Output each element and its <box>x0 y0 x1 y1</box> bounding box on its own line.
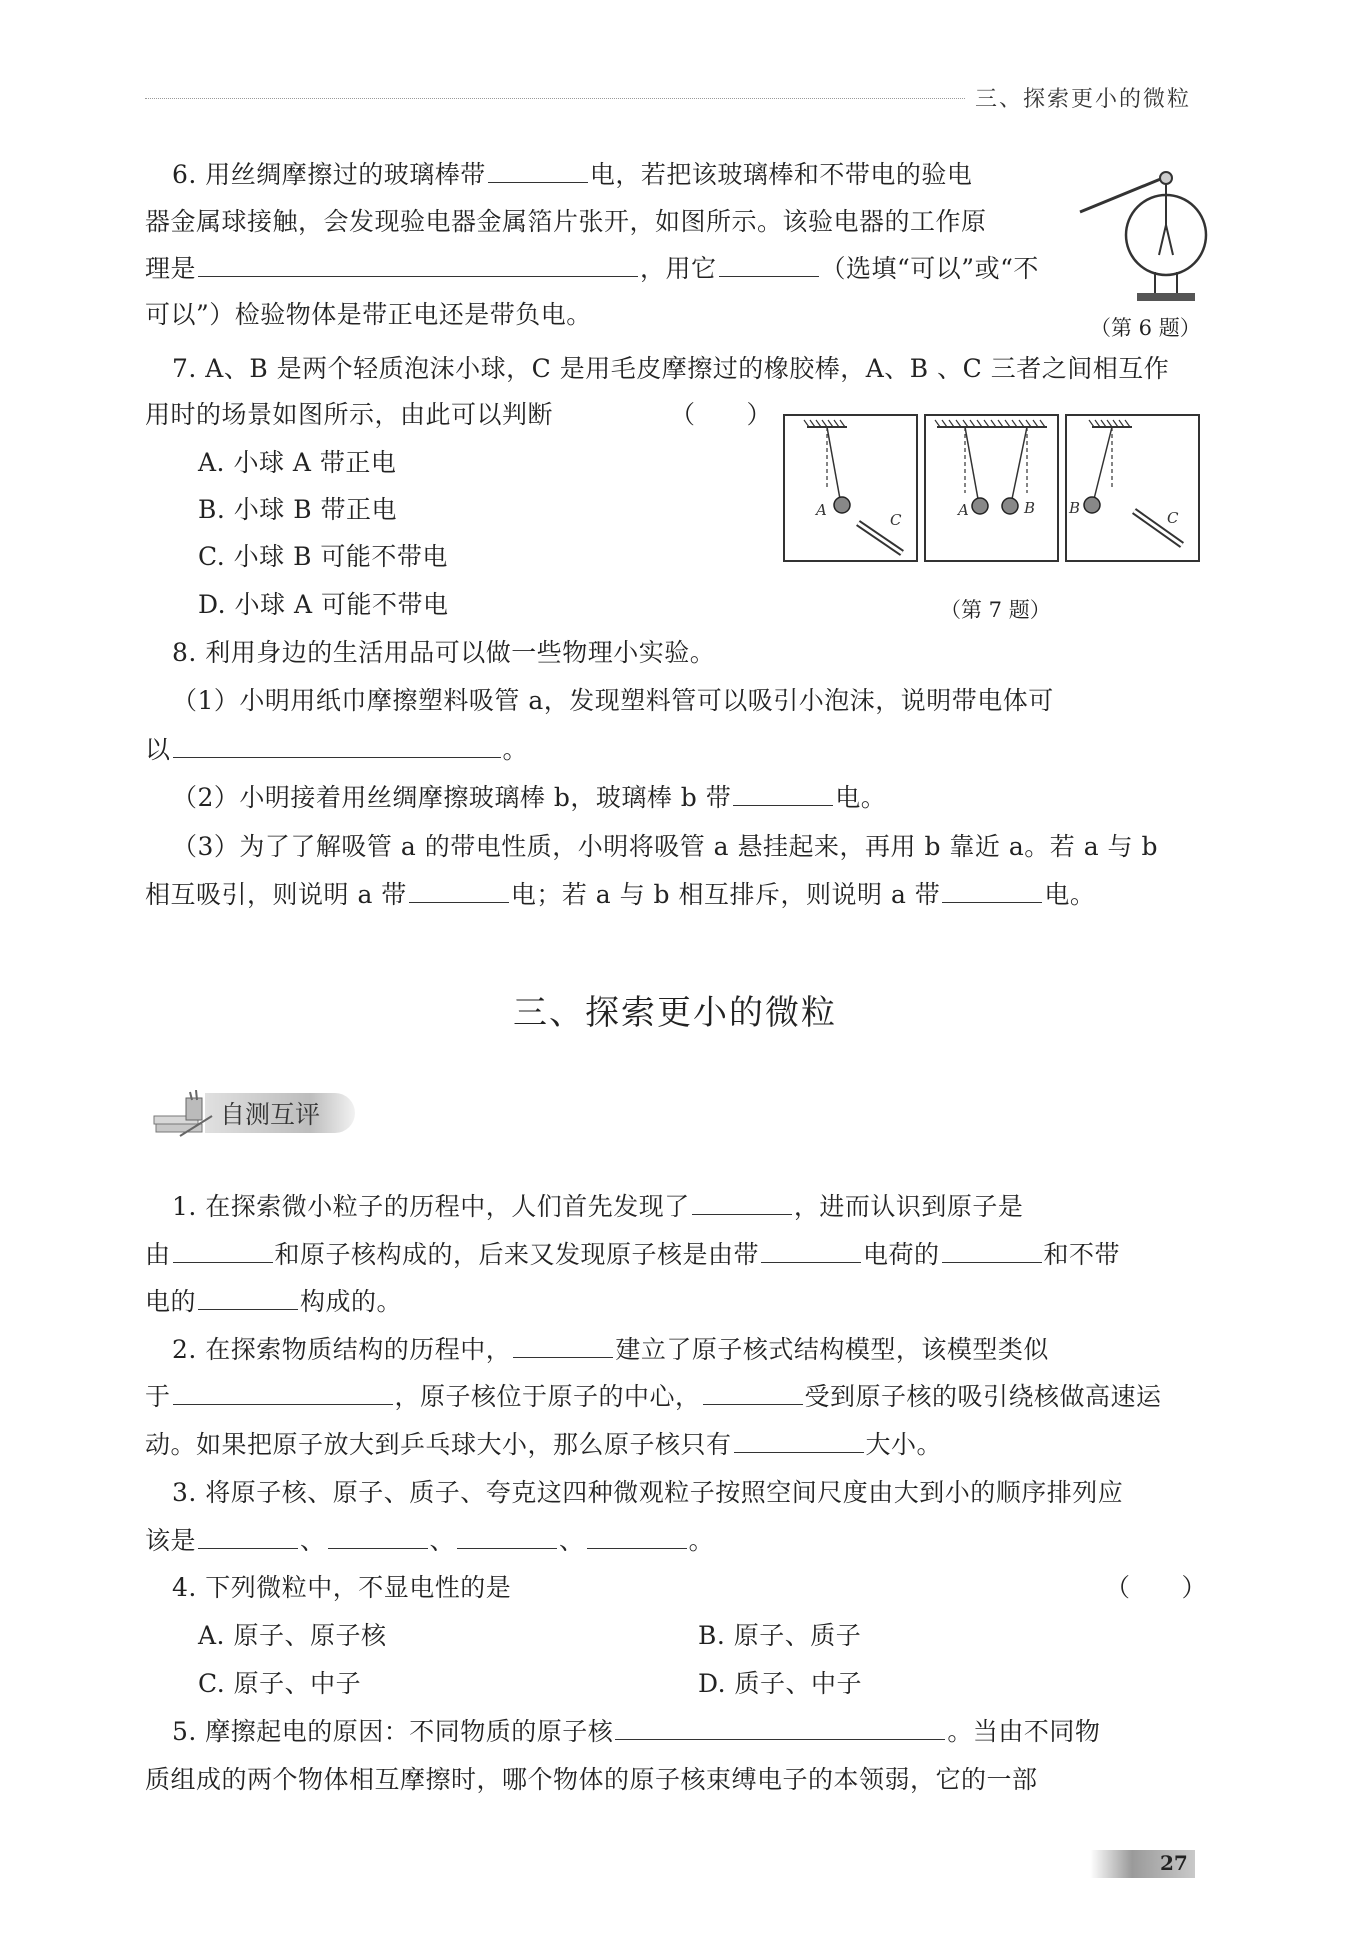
s1-line1: 1. 在探索微小粒子的历程中，人们首先发现了 ，进而认识到原子是 <box>172 1192 1024 1221</box>
blank[interactable] <box>942 1240 1042 1263</box>
blank[interactable] <box>198 1287 298 1310</box>
q7-option-a[interactable]: A. 小球 A 带正电 <box>198 448 397 477</box>
s5-line1: 5. 摩擦起电的原因：不同物质的原子核 。当由不同物 <box>172 1717 1101 1746</box>
section-title: 三、探索更小的微粒 <box>513 993 837 1033</box>
ball-a <box>834 497 850 513</box>
s3-line1: 3. 将原子核、原子、质子、夸克这四种微观粒子按照空间尺度由大到小的顺序排列应 <box>172 1478 1124 1507</box>
q7-option-b[interactable]: B. 小球 B 带正电 <box>198 495 398 524</box>
header-title: 三、探索更小的微粒 <box>975 87 1192 112</box>
blank[interactable] <box>761 1240 861 1263</box>
blank[interactable] <box>409 880 509 903</box>
q6-line2: 器金属球接触，会发现验电器金属箔片张开，如图所示。该验电器的工作原 <box>145 207 987 236</box>
s4-answer-paren[interactable]: （ ） <box>1105 1573 1208 1602</box>
q8-line5: （3）为了了解吸管 a 的带电性质，小明将吸管 a 悬挂起来，再用 b 靠近 a。若 a 与 b <box>172 832 1159 861</box>
q8-line1: 8. 利用身边的生活用品可以做一些物理小实验。 <box>172 638 716 667</box>
blank[interactable] <box>615 1717 945 1740</box>
s1-line2: 由 和原子核构成的，后来又发现原子核是由带 电荷的 和不带 <box>145 1240 1121 1269</box>
q8-line4: （2）小明接着用丝绸摩擦玻璃棒 b，玻璃棒 b 带 电。 <box>172 783 887 812</box>
badge-label: 自测互评 <box>220 1100 321 1129</box>
s2-line3: 动。如果把原子放大到乒乓球大小，那么原子核只有 大小。 <box>145 1430 943 1459</box>
svg-text:C: C <box>1167 509 1179 527</box>
electroscope-figure <box>1075 160 1210 308</box>
q6-line1: 6. 用丝绸摩擦过的玻璃棒带 电，若把该玻璃棒和不带电的验电 <box>172 160 973 189</box>
blank[interactable] <box>198 254 638 277</box>
ball-b <box>1002 498 1018 514</box>
q7-option-d[interactable]: D. 小球 A 可能不带电 <box>198 590 449 619</box>
q7-line2: 用时的场景如图所示，由此可以判断 <box>145 400 554 429</box>
glass-rod <box>1080 178 1163 212</box>
blank[interactable] <box>692 1192 792 1215</box>
s5-line2: 质组成的两个物体相互摩擦时，哪个物体的原子核束缚电子的本领弱，它的一部 <box>145 1765 1038 1794</box>
ball-b <box>1084 497 1100 513</box>
q7-answer-paren[interactable]: （ ） <box>670 400 773 429</box>
books-pencil-icon <box>150 1090 220 1138</box>
panel-1 <box>784 415 917 561</box>
panel-2 <box>925 415 1058 561</box>
q8-line6: 相互吸引，则说明 a 带 电；若 a 与 b 相互排斥，则说明 a 带 电。 <box>145 880 1096 909</box>
metal-ball <box>1160 172 1172 184</box>
ball-a <box>972 498 988 514</box>
blank[interactable] <box>942 880 1042 903</box>
s4-option-c[interactable]: C. 原子、中子 <box>198 1669 362 1698</box>
blank[interactable] <box>328 1526 428 1549</box>
q7-caption: （第 7 题） <box>940 598 1051 622</box>
svg-text:A: A <box>816 501 827 519</box>
blank[interactable] <box>587 1526 687 1549</box>
q8-line3: 以 。 <box>145 735 529 764</box>
s3-line2: 该是 、 、 、 。 <box>145 1526 715 1555</box>
blank[interactable] <box>457 1526 557 1549</box>
svg-text:C: C <box>890 511 902 529</box>
svg-text:B: B <box>1069 499 1081 517</box>
blank[interactable] <box>734 1430 864 1453</box>
s4-line1: 4. 下列微粒中，不显电性的是 <box>172 1573 512 1602</box>
s2-line1: 2. 在探索物质结构的历程中， 建立了原子核式结构模型，该模型类似 <box>172 1335 1049 1364</box>
q6-line3: 理是 ，用它 （选填“可以”或“不 <box>145 254 1039 283</box>
blank[interactable] <box>173 735 501 758</box>
s2-line2: 于 ，原子核位于原子的中心， 受到原子核的吸引绕核做高速运 <box>145 1382 1162 1411</box>
q6-line4: 可以”）检验物体是带正电还是带负电。 <box>145 300 592 329</box>
q6-caption: （第 6 题） <box>1090 316 1201 340</box>
svg-text:A: A <box>958 501 969 519</box>
q7-option-c[interactable]: C. 小球 B 可能不带电 <box>198 542 448 571</box>
header-rule <box>145 98 965 99</box>
blank[interactable] <box>733 783 833 806</box>
blank[interactable] <box>488 160 588 183</box>
blank[interactable] <box>198 1526 298 1549</box>
blank[interactable] <box>173 1240 273 1263</box>
stand-base <box>1137 293 1195 301</box>
s4-option-b[interactable]: B. 原子、质子 <box>698 1621 862 1650</box>
s4-option-a[interactable]: A. 原子、原子核 <box>198 1621 387 1650</box>
pendulum-figure <box>782 413 1202 563</box>
blank[interactable] <box>703 1382 803 1405</box>
blank[interactable] <box>173 1382 393 1405</box>
self-test-badge <box>150 1090 355 1136</box>
q8-line2: （1）小明用纸巾摩擦塑料吸管 a，发现塑料管可以吸引小泡沫，说明带电体可 <box>172 686 1054 715</box>
page-number: 27 <box>1160 1851 1188 1875</box>
blank[interactable] <box>513 1335 613 1358</box>
s1-line3: 电的 构成的。 <box>145 1287 403 1316</box>
svg-text:B: B <box>1024 499 1036 517</box>
blank[interactable] <box>719 254 819 277</box>
q7-line1: 7. A、B 是两个轻质泡沫小球，C 是用毛皮摩擦过的橡胶棒，A、B 、C 三者之间相互作 <box>172 354 1170 383</box>
s4-option-d[interactable]: D. 质子、中子 <box>698 1669 863 1698</box>
